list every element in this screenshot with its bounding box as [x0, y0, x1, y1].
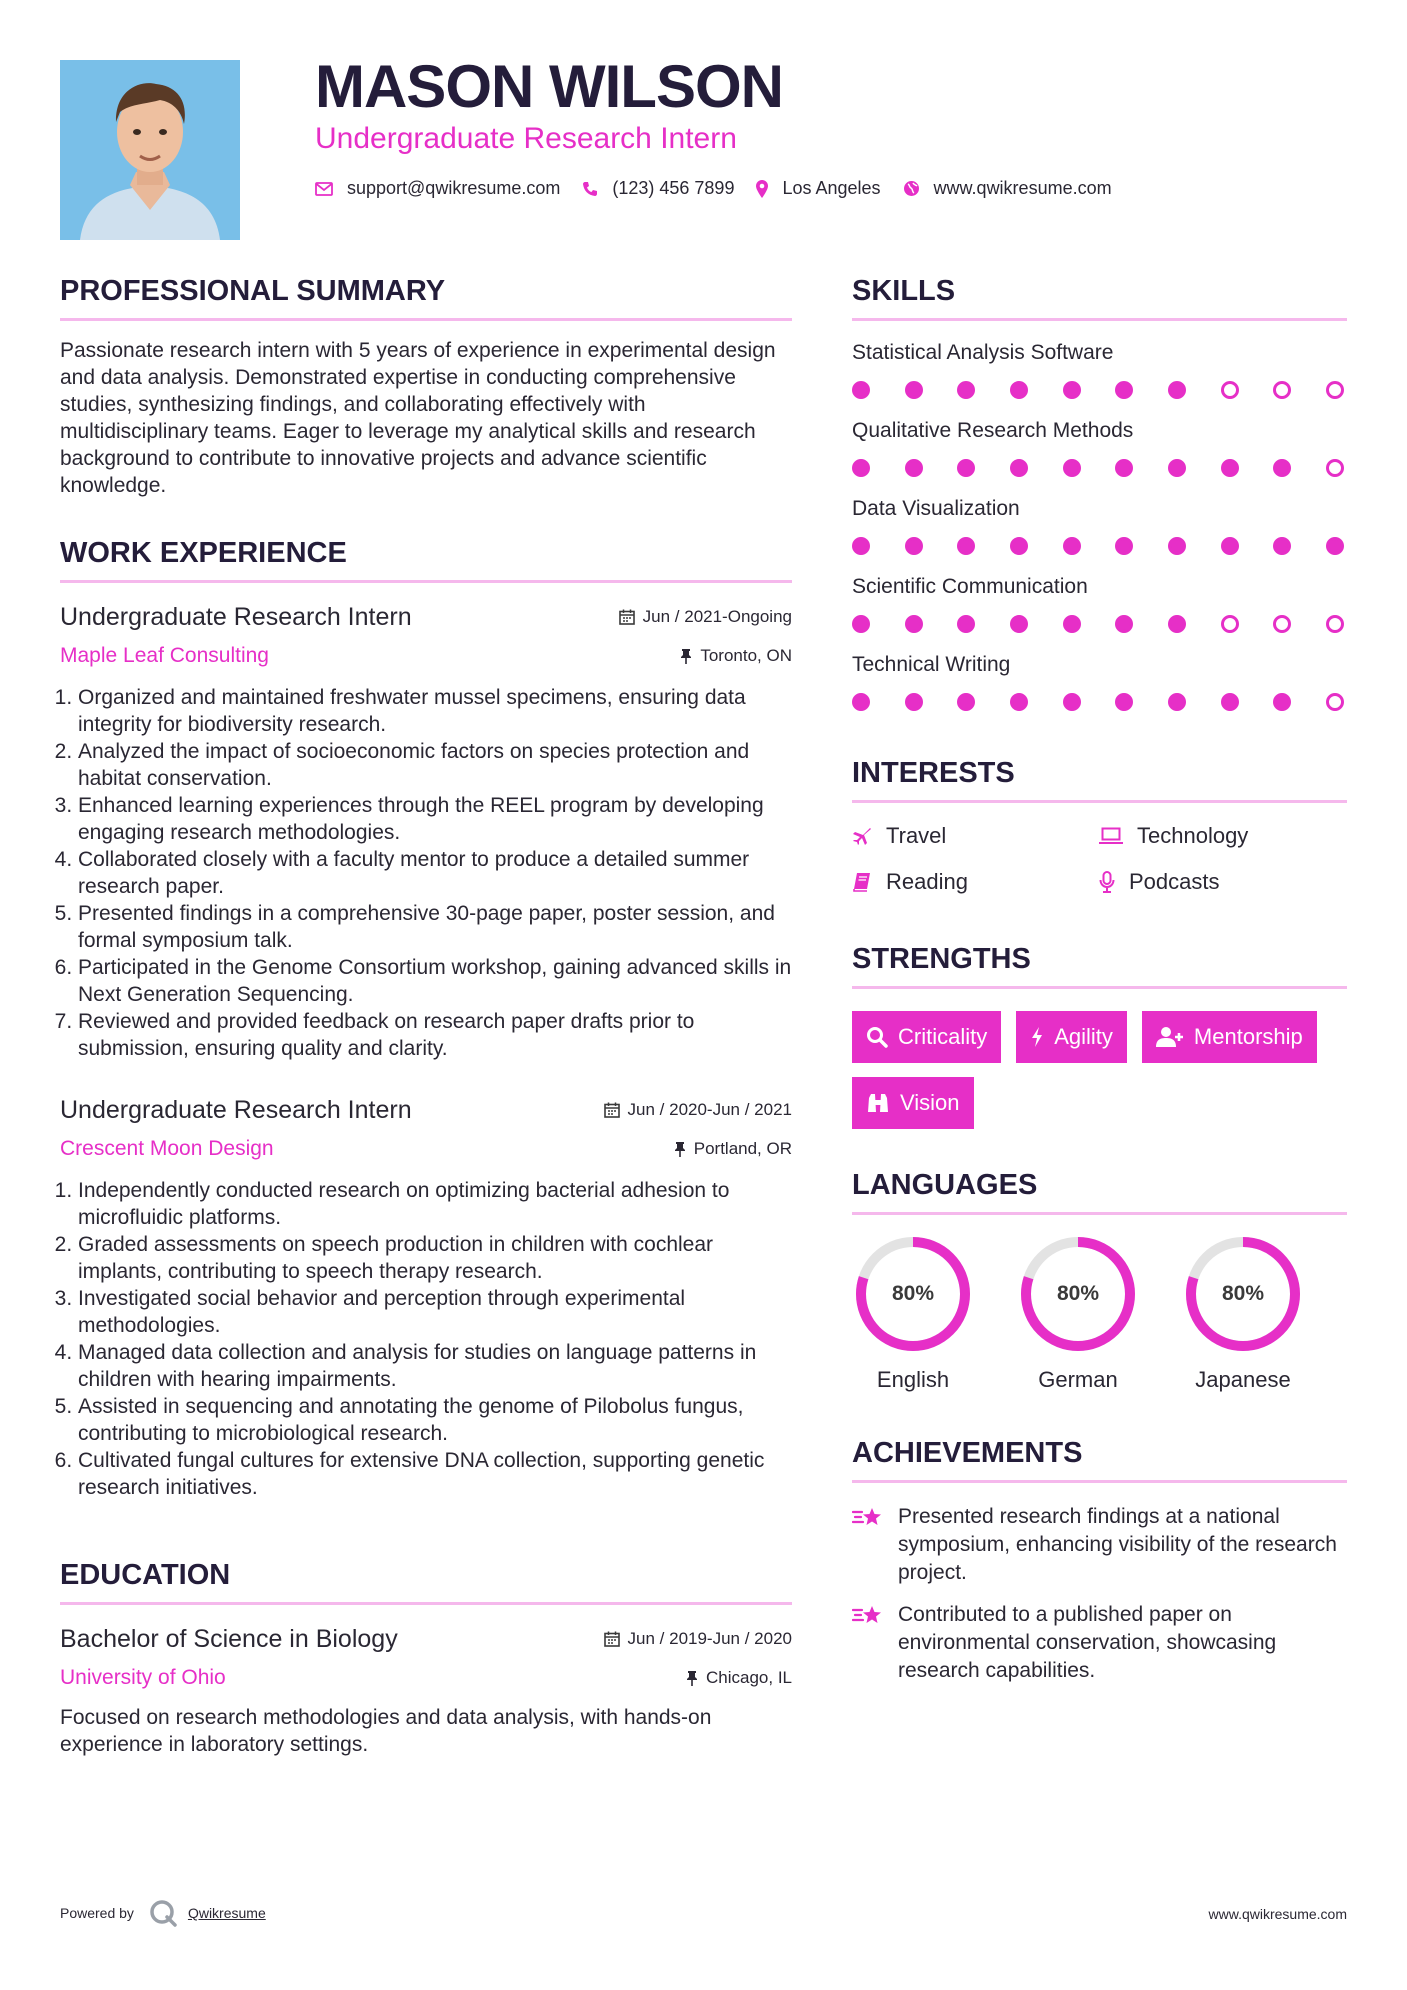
- rating-dot-filled: [957, 615, 975, 633]
- list-item: 3. Enhanced learning experiences through the REEL program by developing engaging research methodologies.: [78, 792, 792, 846]
- job-dates-text: Jun / 2020-Jun / 2021: [627, 1100, 792, 1119]
- rating-dot-filled: [1115, 693, 1133, 711]
- work-heading: WORK EXPERIENCE: [60, 537, 792, 583]
- skill-name: Statistical Analysis Software: [852, 341, 1114, 364]
- strength-tag: [852, 1011, 1001, 1063]
- rating-dot-filled: [1168, 693, 1186, 711]
- strength-tag: [1016, 1011, 1127, 1063]
- rating-dot-empty: [1221, 615, 1239, 633]
- summary-text: Passionate research intern with 5 years of experience in experimental design and data analysis. Demonstrated expertise in conducting comprehensive studies, synthesizing findings, and collaborating effectively with multidisciplinary teams. Eager to leverage my analytical skills and research background to contribute to innovative projects and advance scientific knowledge.: [60, 339, 776, 497]
- right-column: [852, 275, 1347, 1685]
- education-location-text: Chicago, IL: [706, 1668, 792, 1687]
- rating-dot-empty: [1273, 381, 1291, 399]
- left-column: [60, 275, 792, 1758]
- skill-rating: [852, 381, 1347, 399]
- list-item: 3. Investigated social behavior and perception through experimental methodologies.: [78, 1285, 792, 1339]
- pushpin-icon: [674, 1141, 686, 1157]
- pushpin-icon: [686, 1670, 698, 1686]
- language-percent: 80%: [891, 1282, 935, 1305]
- rating-dot-empty: [1326, 615, 1344, 633]
- job-entry: [60, 603, 792, 1062]
- education-dates: [604, 1629, 792, 1649]
- strength-label: Criticality: [898, 1024, 988, 1049]
- phone-text: (123) 456 7899: [612, 178, 735, 198]
- list-item: 1. Organized and maintained freshwater mussel specimens, ensuring data integrity for biodiversity research.: [78, 684, 792, 738]
- skill-rating: [852, 693, 1347, 711]
- job-location: [680, 646, 792, 666]
- education-location: [686, 1668, 792, 1688]
- interest-label: Travel: [886, 823, 947, 848]
- rating-dot-empty: [1273, 615, 1291, 633]
- rating-dot-filled: [1273, 459, 1291, 477]
- rating-dot-empty: [1326, 693, 1344, 711]
- rating-dot-filled: [957, 459, 975, 477]
- contact-phone[interactable]: [582, 178, 734, 199]
- search-icon: [866, 1026, 888, 1048]
- rating-dot-filled: [852, 381, 870, 399]
- job-location-text: Portland, OR: [693, 1139, 792, 1158]
- interest-item: [852, 869, 1099, 895]
- powered-by-text: Powered by: [60, 1905, 134, 1921]
- rating-dot-filled: [957, 693, 975, 711]
- rating-dot-filled: [1063, 693, 1081, 711]
- rating-dot-filled: [1115, 615, 1133, 633]
- strength-label: Mentorship: [1193, 1024, 1303, 1049]
- rating-dot-filled: [905, 693, 923, 711]
- rating-dot-filled: [905, 459, 923, 477]
- rating-dot-filled: [1115, 537, 1133, 555]
- strength-tag: [1142, 1011, 1317, 1063]
- calendar-icon: [604, 1102, 620, 1118]
- list-item: 6. Participated in the Genome Consortium workshop, gaining advanced skills in Next Generation Sequencing.: [78, 954, 792, 1008]
- strength-label: Agility: [1054, 1024, 1113, 1049]
- job-dates-text: Jun / 2021-Ongoing: [642, 607, 792, 626]
- rating-dot-filled: [1168, 459, 1186, 477]
- interests-list: [852, 823, 1347, 895]
- rating-dot-filled: [852, 537, 870, 555]
- rating-dot-filled: [852, 615, 870, 633]
- achievement-text: Presented research findings at a national symposium, enhancing visibility of the research project.: [898, 1505, 1337, 1584]
- language-name: Japanese: [1195, 1367, 1291, 1392]
- rating-dot-filled: [1168, 615, 1186, 633]
- interest-item: [1099, 869, 1346, 895]
- skills-heading: SKILLS: [852, 275, 1347, 321]
- footer-brand: [60, 1898, 266, 1928]
- interest-item: [852, 823, 1099, 849]
- rating-dot-filled: [1115, 381, 1133, 399]
- list-item: 4. Collaborated closely with a faculty mentor to produce a detailed summer research paper.: [78, 846, 792, 900]
- strengths-list: [852, 1011, 1347, 1129]
- email-text: support@qwikresume.com: [347, 178, 561, 198]
- shooting-star-icon: [852, 1505, 884, 1531]
- rating-dot-filled: [852, 459, 870, 477]
- skill-rating: [852, 537, 1347, 555]
- strength-label: Vision: [900, 1090, 960, 1115]
- rating-dot-filled: [905, 381, 923, 399]
- user-plus-icon: [1156, 1026, 1184, 1048]
- profile-photo: [60, 60, 240, 240]
- strengths-heading: STRENGTHS: [852, 943, 1347, 989]
- rating-dot-filled: [1168, 537, 1186, 555]
- person-portrait-icon: [60, 60, 240, 240]
- rating-dot-filled: [957, 537, 975, 555]
- skill-name: Data Visualization: [852, 497, 1020, 520]
- rating-dot-filled: [1010, 615, 1028, 633]
- map-pin-icon: [756, 180, 768, 198]
- rating-dot-filled: [1010, 459, 1028, 477]
- rating-dot-filled: [1010, 381, 1028, 399]
- footer-website[interactable]: www.qwikresume.com: [1208, 1906, 1347, 1922]
- job-title: Undergraduate Research Intern: [60, 603, 412, 631]
- list-item: 4. Managed data collection and analysis for studies on language patterns in children with hearing impairments.: [78, 1339, 792, 1393]
- rating-dot-filled: [1221, 537, 1239, 555]
- summary-heading: PROFESSIONAL SUMMARY: [60, 275, 792, 321]
- interests-heading: INTERESTS: [852, 757, 1347, 803]
- school-name: University of Ohio: [60, 1666, 226, 1689]
- globe-icon: [903, 180, 920, 197]
- qwikresume-logo-icon: [148, 1898, 178, 1928]
- rating-dot-filled: [1063, 537, 1081, 555]
- achievement-item: [852, 1601, 1347, 1685]
- language-ring: [1017, 1233, 1139, 1355]
- job-bullets: [60, 684, 792, 1062]
- rating-dot-filled: [852, 693, 870, 711]
- rating-dot-filled: [1273, 537, 1291, 555]
- pushpin-icon: [680, 648, 692, 664]
- company-name: Maple Leaf Consulting: [60, 644, 269, 667]
- candidate-role: Undergraduate Research Intern: [315, 122, 737, 155]
- envelope-icon: [315, 182, 333, 196]
- job-entry: [60, 1096, 792, 1501]
- skills-list: [852, 341, 1347, 711]
- rating-dot-filled: [1063, 615, 1081, 633]
- company-name: Crescent Moon Design: [60, 1137, 274, 1160]
- language-ring: [852, 1233, 974, 1355]
- location-text: Los Angeles: [782, 178, 881, 198]
- job-location-text: Toronto, ON: [700, 646, 792, 665]
- laptop-icon: [1099, 827, 1123, 845]
- contact-email[interactable]: [315, 178, 560, 199]
- job-location: [674, 1139, 792, 1159]
- contact-bar: [315, 178, 1134, 199]
- rating-dot-filled: [1326, 537, 1344, 555]
- job-dates: [604, 1100, 792, 1120]
- list-item: 2. Graded assessments on speech production in children with cochlear implants, contributing to speech therapy research.: [78, 1231, 792, 1285]
- rating-dot-filled: [957, 381, 975, 399]
- list-item: 1. Independently conducted research on optimizing bacterial adhesion to microfluidic platforms.: [78, 1177, 792, 1231]
- skill-name: Technical Writing: [852, 653, 1011, 676]
- language-name: English: [876, 1367, 950, 1392]
- interest-item: [1099, 823, 1346, 849]
- list-item: 5. Presented findings in a comprehensive 30-page paper, poster session, and formal symposium talk.: [78, 900, 792, 954]
- rating-dot-filled: [905, 615, 923, 633]
- rating-dot-empty: [1326, 459, 1344, 477]
- education-entry: [60, 1625, 792, 1758]
- education-dates-text: Jun / 2019-Jun / 2020: [627, 1629, 792, 1648]
- rating-dot-empty: [1221, 381, 1239, 399]
- language-item: [1017, 1233, 1182, 1393]
- list-item: 5. Assisted in sequencing and annotating the genome of Pilobolus fungus, contributing to microbiological research.: [78, 1393, 792, 1447]
- shooting-star-icon: [852, 1603, 884, 1629]
- language-name: German: [1038, 1367, 1118, 1392]
- interest-label: Technology: [1137, 823, 1249, 848]
- achievement-text: Contributed to a published paper on environmental conservation, showcasing research capabilities.: [898, 1603, 1277, 1682]
- rating-dot-empty: [1326, 381, 1344, 399]
- degree-title: Bachelor of Science in Biology: [60, 1625, 398, 1653]
- language-percent: 80%: [1221, 1282, 1265, 1305]
- list-item: 6. Cultivated fungal cultures for extensive DNA collection, supporting genetic research initiatives.: [78, 1447, 792, 1501]
- achievement-item: [852, 1503, 1347, 1587]
- job-bullets: [60, 1177, 792, 1501]
- contact-location: [756, 178, 880, 199]
- education-heading: EDUCATION: [60, 1559, 792, 1605]
- rating-dot-filled: [1010, 693, 1028, 711]
- job-dates: [619, 607, 792, 627]
- rating-dot-filled: [1115, 459, 1133, 477]
- language-item: [852, 1233, 1017, 1393]
- bolt-icon: [1030, 1026, 1044, 1048]
- language-percent: 80%: [1056, 1282, 1100, 1305]
- rating-dot-filled: [1010, 537, 1028, 555]
- list-item: 7. Reviewed and provided feedback on research paper drafts prior to submission, ensuring quality and clarity.: [78, 1008, 792, 1062]
- education-description: Focused on research methodologies and data analysis, with hands-on experience in laboratory settings.: [60, 1706, 712, 1756]
- calendar-icon: [619, 609, 635, 625]
- interest-label: Reading: [886, 869, 968, 894]
- book-icon: [852, 872, 872, 892]
- languages-list: [852, 1233, 1347, 1393]
- calendar-icon: [604, 1631, 620, 1647]
- achievements-heading: ACHIEVEMENTS: [852, 1437, 1347, 1483]
- rating-dot-filled: [1063, 381, 1081, 399]
- rating-dot-filled: [1168, 381, 1186, 399]
- qwikresume-link[interactable]: Qwikresume: [187, 1905, 266, 1921]
- binoculars-icon: [866, 1092, 890, 1114]
- language-ring: [1182, 1233, 1304, 1355]
- microphone-icon: [1099, 871, 1115, 893]
- contact-website[interactable]: [903, 178, 1112, 199]
- rating-dot-filled: [905, 537, 923, 555]
- rating-dot-filled: [1221, 693, 1239, 711]
- rating-dot-filled: [1221, 459, 1239, 477]
- phone-icon: [582, 181, 598, 197]
- language-item: [1182, 1233, 1347, 1393]
- skill-rating: [852, 615, 1347, 633]
- skill-rating: [852, 459, 1347, 477]
- skill-name: Qualitative Research Methods: [852, 419, 1134, 442]
- strength-tag: [852, 1077, 974, 1129]
- candidate-name: MASON WILSON: [315, 53, 783, 120]
- languages-heading: LANGUAGES: [852, 1169, 1347, 1215]
- list-item: 2. Analyzed the impact of socioeconomic factors on species protection and habitat conservation.: [78, 738, 792, 792]
- website-text: www.qwikresume.com: [933, 178, 1112, 198]
- plane-icon: [852, 826, 872, 846]
- skill-name: Scientific Communication: [852, 575, 1088, 598]
- rating-dot-filled: [1273, 693, 1291, 711]
- job-title: Undergraduate Research Intern: [60, 1096, 412, 1124]
- rating-dot-filled: [1063, 459, 1081, 477]
- interest-label: Podcasts: [1129, 869, 1220, 894]
